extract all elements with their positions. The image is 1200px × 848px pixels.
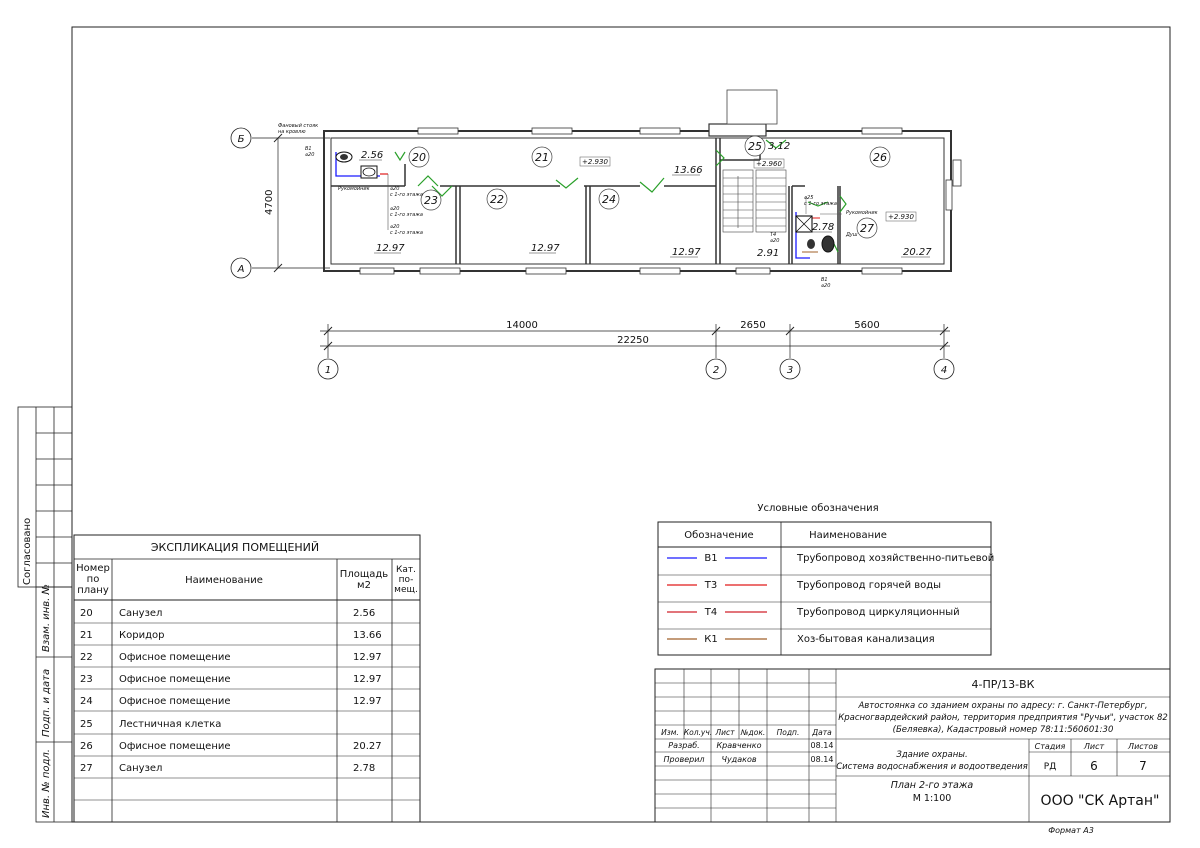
room-number-21: 21 [535, 151, 549, 164]
note-diam-5: ⌀25 [804, 195, 814, 201]
room-area-20: 2.56 [361, 150, 384, 161]
axis-label-a: А [237, 264, 245, 275]
room-26 [870, 147, 932, 258]
roof-canopy [727, 90, 777, 124]
expl-row-no: 24 [80, 696, 93, 707]
note-riser-b1-2: В1 [821, 277, 828, 283]
expl-row-no: 23 [80, 674, 93, 685]
floor-plan [231, 90, 961, 379]
building-line-1: Здание охраны. [896, 750, 968, 760]
room-25-label: 3,12 [768, 141, 791, 152]
col-list: Лист [715, 728, 735, 737]
axis-label-4: 4 [940, 365, 948, 376]
expl-row-name: Офисное помещение [119, 674, 231, 685]
axis-label-1: 1 [324, 365, 332, 376]
room-27 [810, 218, 877, 238]
expl-row-name: Коридор [119, 630, 165, 641]
note-from-floor-2: с 1-го этажа [390, 212, 423, 218]
note-sink-2: Рукомойник [846, 210, 878, 216]
explication-title: ЭКСПЛИКАЦИЯ ПОМЕЩЕНИЙ [150, 541, 320, 554]
expl-row-no: 22 [80, 652, 93, 663]
col-podp: Подп. [776, 728, 800, 737]
header-no-line1: Номер [76, 563, 110, 574]
room-area-26: 20.27 [903, 247, 932, 258]
sheet-title-line-2: М 1:100 [912, 793, 952, 804]
expl-row-area: 12.97 [353, 652, 382, 663]
room-number-24: 24 [602, 193, 616, 206]
sheet-value: 6 [1090, 759, 1098, 773]
stamp-inv-orig: Инв. № подл. [41, 749, 52, 818]
room-area-25: 2.91 [757, 248, 780, 259]
note-from-floor-4: с 1-го этажа [804, 201, 837, 207]
room-21 [532, 147, 703, 176]
legend-title: Условные обозначения [757, 503, 879, 514]
stamp-sign-date: Подп. и дата [41, 668, 52, 737]
role-checker: Проверил [663, 755, 705, 764]
legend-name: Трубопровод горячей воды [797, 580, 942, 591]
address-line-3: (Беляевка), Кадастровый номер 78:11:560601:30 [892, 725, 1114, 735]
explication-rows [80, 608, 382, 774]
note-diam-2: ⌀20 [390, 186, 400, 192]
level-mark-corridor: +2.930 [582, 158, 608, 166]
name-developer: Кравченко [716, 741, 762, 750]
note-roof-riser-2: на кровлю [278, 129, 306, 135]
dim-seg-3: 5600 [854, 320, 880, 331]
legend-name: Трубопровод хозяйственно-питьевой [797, 553, 995, 564]
note-roof-riser: Фановый стояк [278, 123, 319, 129]
room-area-21: 13.66 [674, 165, 703, 176]
doc-code: 4-ПР/13-ВК [971, 678, 1035, 691]
legend-col-name: Наименование [809, 530, 887, 541]
room-number-26: 26 [873, 151, 887, 164]
expl-row-name: Санузел [119, 763, 163, 774]
axis-label-b: Б [237, 134, 245, 145]
legend-col-code: Обозначение [684, 530, 754, 541]
title-block [655, 669, 1170, 835]
room-24 [599, 189, 701, 258]
sheets-value: 7 [1139, 759, 1147, 773]
role-developer: Разраб. [668, 741, 700, 750]
date-developer: 08.14 [810, 741, 834, 750]
address-line-1: Автостоянка со зданием охраны по адресу: г. Санкт-Петербург, [858, 701, 1148, 711]
expl-row-area: 12.97 [353, 674, 382, 685]
dim-seg-2: 2650 [740, 320, 766, 331]
col-date: Дата [812, 728, 832, 737]
staircase [723, 170, 786, 232]
expl-row-name: Офисное помещение [119, 741, 231, 752]
note-riser-b1: В1 [305, 146, 312, 152]
room-area-23: 12.97 [376, 243, 405, 254]
room-number-25: 25 [748, 140, 762, 153]
room-area-22: 12.97 [531, 243, 560, 254]
note-from-floor-1: с 1-го этажа [390, 192, 423, 198]
legend-code: В1 [704, 553, 718, 564]
stamp-inv-no: Взам. инв. № [41, 584, 52, 652]
room-25 [745, 136, 790, 259]
room-number-23: 23 [424, 194, 438, 207]
expl-row-name: Офисное помещение [119, 652, 231, 663]
room-number-22: 22 [490, 193, 504, 206]
note-diam-6: ⌀20 [770, 238, 780, 244]
format-label: Формат А3 [1048, 826, 1094, 835]
legend-code: К1 [704, 634, 718, 645]
expl-row-no: 21 [80, 630, 93, 641]
sheet-label: Лист [1083, 742, 1105, 751]
col-koluch: Кол.уч. [683, 728, 713, 737]
expl-row-no: 20 [80, 608, 93, 619]
room-20 [359, 147, 429, 167]
sheet-title-line-1: План 2-го этажа [890, 780, 974, 791]
expl-row-no: 26 [80, 741, 93, 752]
room-area-24: 12.97 [672, 247, 701, 258]
expl-row-name: Офисное помещение [119, 696, 231, 707]
header-area-line2: м2 [357, 580, 371, 591]
note-from-floor-3: с 1-го этажа [390, 230, 423, 236]
header-no-line3: плану [77, 585, 109, 596]
header-cat-line1: Кат. [395, 565, 417, 575]
expl-row-area: 20.27 [353, 741, 382, 752]
note-shower: Душ [846, 232, 858, 238]
expl-row-area: 2.78 [353, 763, 376, 774]
door-swings [395, 140, 846, 252]
header-cat-line2: по- [398, 575, 414, 585]
company-name: ООО "СК Артан" [1040, 793, 1160, 809]
room-22 [487, 189, 560, 254]
room-23 [374, 190, 441, 254]
stamp-agreed: Согласовано [22, 517, 33, 585]
expl-row-area: 12.97 [353, 696, 382, 707]
expl-row-area: 13.66 [353, 630, 382, 641]
room-number-27: 27 [860, 222, 874, 235]
building-line-2: Система водоснабжения и водоотведения [836, 762, 1028, 772]
height-dimension: 4700 [264, 189, 275, 215]
dim-seg-1: 14000 [506, 320, 538, 331]
axis-label-2: 2 [712, 365, 720, 376]
expl-row-name: Лестничная клетка [119, 719, 222, 730]
address-line-2: Красногвардейский район, территория предприятия "Ручьи", участок 82 [838, 713, 1168, 723]
note-sink: Рукомойник [338, 186, 370, 192]
stage-label: Стадия [1034, 742, 1066, 751]
col-ndok: №док. [740, 728, 766, 737]
header-cat-line3: мещ. [394, 585, 418, 595]
name-checker: Чудаков [721, 755, 757, 764]
col-izm: Изм. [661, 728, 679, 737]
legend [658, 503, 994, 655]
note-diam-7: ⌀20 [821, 283, 831, 289]
expl-row-no: 27 [80, 763, 93, 774]
legend-code: Т4 [704, 607, 718, 618]
note-diam-4: ⌀20 [390, 224, 400, 230]
legend-code: Т3 [704, 580, 718, 591]
sheets-label: Листов [1128, 742, 1158, 751]
expl-row-no: 25 [80, 719, 93, 730]
dim-total: 22250 [617, 335, 649, 346]
legend-name: Трубопровод циркуляционный [797, 607, 960, 618]
note-diam-1: ⌀20 [305, 152, 315, 158]
legend-name: Хоз-бытовая канализация [797, 634, 935, 645]
room-area-27: 2.78 [812, 222, 835, 233]
expl-row-name: Санузел [119, 608, 163, 619]
axis-label-3: 3 [786, 365, 794, 376]
header-name: Наименование [185, 575, 263, 586]
header-no-line2: по [86, 574, 100, 585]
explication-table [74, 535, 420, 822]
stage-value: РД [1043, 762, 1057, 772]
date-checker: 08.14 [810, 755, 834, 764]
note-diam-3: ⌀20 [390, 206, 400, 212]
expl-row-area: 2.56 [353, 608, 376, 619]
room-number-20: 20 [412, 151, 426, 164]
level-mark-office: +2.930 [888, 213, 914, 221]
header-area-line1: Площадь [339, 569, 389, 580]
level-mark-stair: +2.960 [756, 160, 782, 168]
note-t4: Т4 [770, 232, 777, 238]
legend-rows [667, 553, 994, 645]
